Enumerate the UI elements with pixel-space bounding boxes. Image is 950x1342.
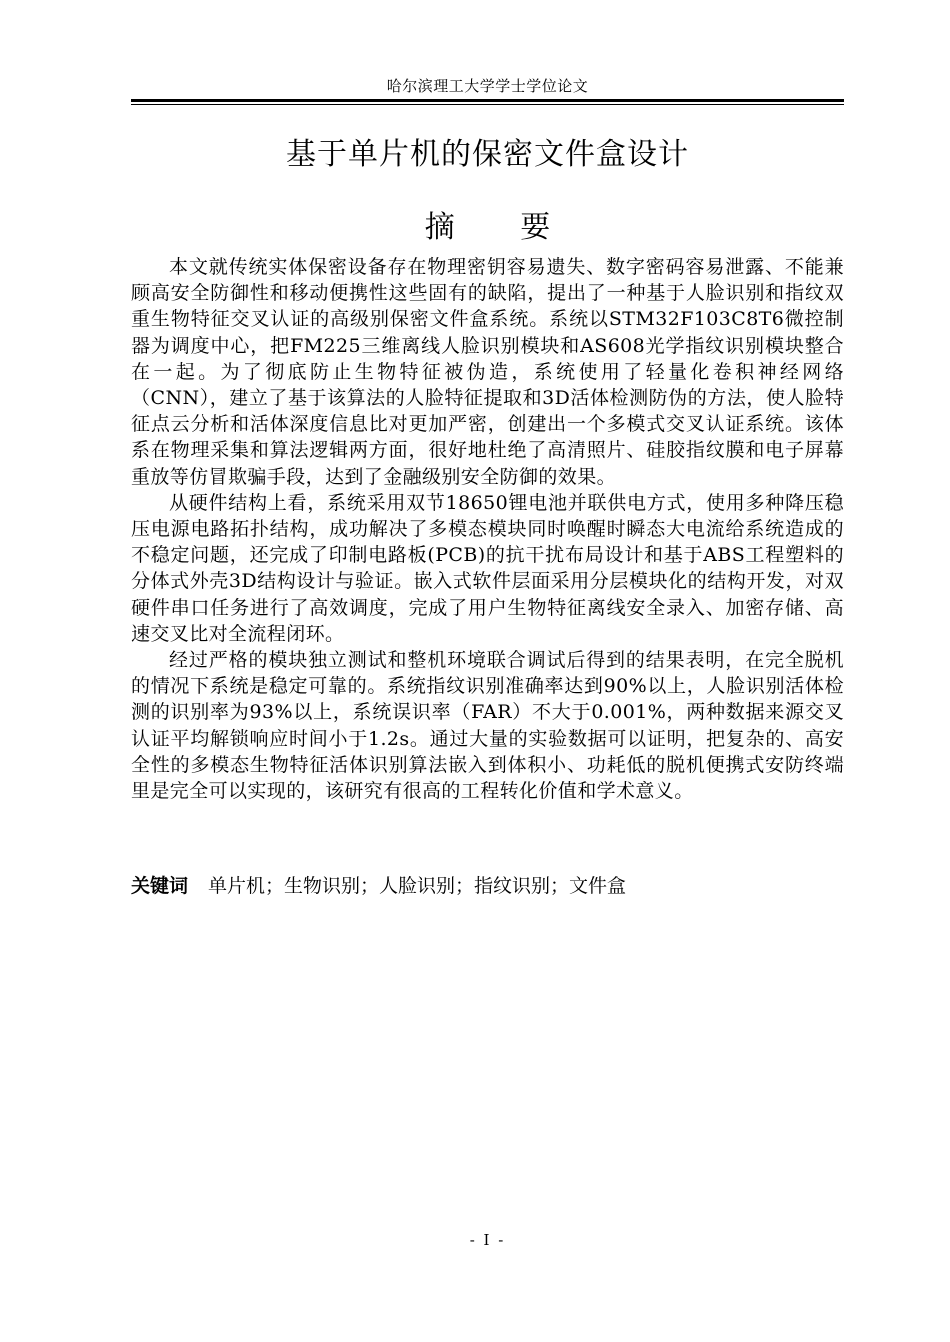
abstract-paragraph-3: 经过严格的模块独立测试和整机环境联合调试后得到的结果表明，在完全脱机的情况下系统是稳定可靠的。系统指纹识别准确率达到90%以上，人脸识别活体检测的识别率为93%以上，系统误识率（FAR）不大于0.001%，两种数据来源交叉认证平均解锁响应时间小于1.2s。通过大量的实验数据可以证明，把复杂的、高安全性的多模态生物特征活体识别算法嵌入到体积小、功耗低的脱机便携式安防终端里是完全可以实现的，该研究有很高的工程转化价值和学术意义。 [131,649,844,803]
abstract-heading: 摘 要 [424,210,579,245]
abstract-paragraph-1: 本文就传统实体保密设备存在物理密钥容易遗失、数字密码容易泄露、不能兼顾高安全防御性和移动便携性这些固有的缺陷，提出了一种基于人脸识别和指纹双重生物特征交叉认证的高级别保密文件盒系统。系统以STM32F103C8T6微控制器为调度中心，把FM225三维离线人脸识别模块和AS608光学指纹识别模块整合在一起。为了彻底防止生物特征被伪造，系统使用了轻量化卷积神经网络（CNN），建立了基于该算法的人脸特征提取和3D活体检测防伪的方法，使人脸特征点云分析和活体深度信息比对更加严密，创建出一个多模式交叉认证系统。该体系在物理采集和算法逻辑两方面，很好地杜绝了高清照片、硅胶指纹膜和电子屏幕重放等仿冒欺骗手段，达到了金融级别安全防御的效果。 [131,256,844,488]
keywords-line [131,873,844,899]
page-number: - I - [469,1231,506,1249]
header-rule-thick [131,99,844,102]
thesis-title: 基于单片机的保密文件盒设计 [286,137,689,172]
running-header: 哈尔滨理工大学学士学位论文 [386,77,589,95]
keywords-value: 单片机；生物识别；人脸识别；指纹识别；文件盒 [208,875,627,897]
keywords-label: 关键词 [131,875,189,897]
abstract-paragraph-2: 从硬件结构上看，系统采用双节18650锂电池并联供电方式，使用多种降压稳压电源电路拓扑结构，成功解决了多模态模块同时唤醒时瞬态大电流给系统造成的不稳定问题，还完成了印制电路板(PCB)的抗干扰布局设计和基于ABS工程塑料的分体式外壳3D结构设计与验证。嵌入式软件层面采用分层模块化的结构开发，对双硬件串口任务进行了高效调度，完成了用户生物特征离线安全录入、加密存储、高速交叉比对全流程闭环。 [131,491,844,645]
header-rule-thin [131,104,844,105]
abstract-body [131,254,844,804]
